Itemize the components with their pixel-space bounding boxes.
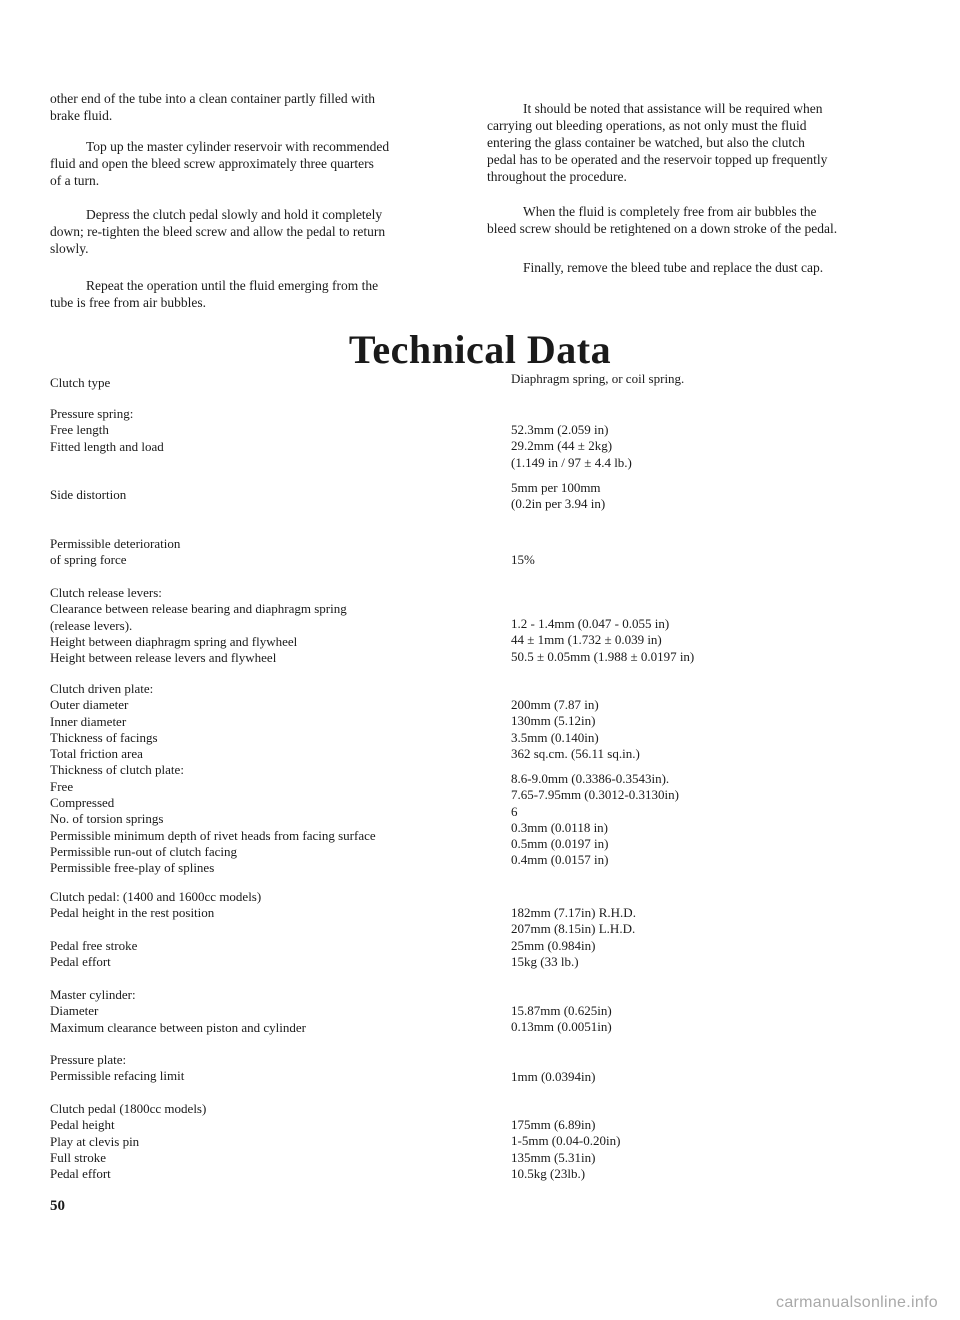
spec-value-clutch-type: Diaphragm spring, or coil spring. — [511, 371, 685, 386]
spec-value-pedal-1800: 175mm (6.89in) 1-5mm (0.04-0.20in) 135mm (5.31in) 10.5kg (23lb.) — [511, 1117, 621, 1181]
section-title: Technical Data — [348, 327, 612, 372]
intro-left-para-4: Repeat the operation until the fluid emerging from the tube is free from air bubbles. — [50, 278, 379, 310]
spec-value-driven-plate-dims: 200mm (7.87 in) 130mm (5.12in) 3.5mm (0.140in) 362 sq.cm. (56.11 sq.in.) — [511, 697, 640, 761]
intro-right-para-2: When the fluid is completely free from air bubbles the bleed screw should be retightened on a down stroke of the pedal. — [487, 204, 838, 236]
spec-label-master-cylinder: Master cylinder: Diameter Maximum clearance between piston and cylinder — [50, 987, 306, 1035]
spec-label-driven-plate: Clutch driven plate: Outer diameter Inner diameter Thickness of facings Total friction area Thickness of clutch plate: Free Compressed No. of torsion springs Permissible minimum depth of rivet heads from facing surface Permissible run-out of clutch facing Permissible free-play of splines — [50, 681, 376, 876]
spec-label-pedal-1400-1600: Clutch pedal: (1400 and 1600cc models) Pedal height in the rest position — [50, 889, 262, 921]
spec-label-side-distortion: Side distortion — [50, 487, 127, 502]
spec-value-pressure-plate: 1mm (0.0394in) — [511, 1069, 596, 1084]
spec-label-pressure-spring: Pressure spring: Free length Fitted length and load — [50, 406, 164, 454]
spec-value-release-levers: 1.2 - 1.4mm (0.047 - 0.055 in) 44 ± 1mm (1.732 ± 0.039 in) 50.5 ± 0.05mm (1.988 ± 0.0197 in) — [511, 616, 695, 664]
spec-label-clutch-type: Clutch type — [50, 375, 111, 390]
spec-value-side-distortion: 5mm per 100mm (0.2in per 3.94 in) — [511, 480, 606, 512]
spec-value-deterioration: 15% — [511, 552, 535, 567]
spec-label-deterioration: Permissible deterioration of spring force — [50, 536, 181, 568]
spec-value-pressure-spring: 52.3mm (2.059 in) 29.2mm (44 ± 2kg) (1.149 in / 97 ± 4.4 lb.) — [511, 422, 632, 470]
spec-value-pedal-stroke: 25mm (0.984in) 15kg (33 lb.) — [511, 938, 596, 970]
intro-right-para-3: Finally, remove the bleed tube and replace the dust cap. — [523, 260, 824, 275]
spec-label-pedal-stroke: Pedal free stroke Pedal effort — [50, 938, 138, 970]
spec-value-master-cylinder: 15.87mm (0.625in) 0.13mm (0.0051in) — [511, 1003, 612, 1035]
intro-left-para-3: Depress the clutch pedal slowly and hold it completely down; re-tighten the bleed screw and allow the pedal to return slowly. — [50, 207, 386, 256]
intro-left-para-1: other end of the tube into a clean container partly filled with brake fluid. — [50, 91, 376, 123]
intro-left-para-2: Top up the master cylinder reservoir with recommended fluid and open the bleed screw approximately three quarters of a turn. — [50, 139, 390, 188]
spec-value-pedal-height: 182mm (7.17in) R.H.D. 207mm (8.15in) L.H.D. — [511, 905, 636, 937]
intro-right-para-1: It should be noted that assistance will be required when carrying out bleeding operations, as not only must the fluid entering the glass container be watched, but also the clutch pedal has to be operated and the reservoir topped up frequently throughout the procedure. — [487, 101, 828, 184]
spec-label-release-levers: Clutch release levers: Clearance between release bearing and diaphragm spring (release levers). Height between diaphragm spring and flywheel Height between release levers and flywheel — [50, 585, 347, 666]
page-number: 50 — [50, 1198, 65, 1214]
spec-label-pedal-1800: Clutch pedal (1800cc models) Pedal height Play at clevis pin Full stroke Pedal effort — [50, 1101, 207, 1182]
spec-label-pressure-plate: Pressure plate: Permissible refacing limit — [50, 1052, 185, 1084]
watermark: carmanualsonline.info — [776, 1294, 938, 1311]
spec-value-driven-plate-thickness: 8.6-9.0mm (0.3386-0.3543in). 7.65-7.95mm (0.3012-0.3130in) 6 0.3mm (0.0118 in) 0.5mm (0.0197 in) 0.4mm (0.0157 in) — [511, 771, 679, 868]
